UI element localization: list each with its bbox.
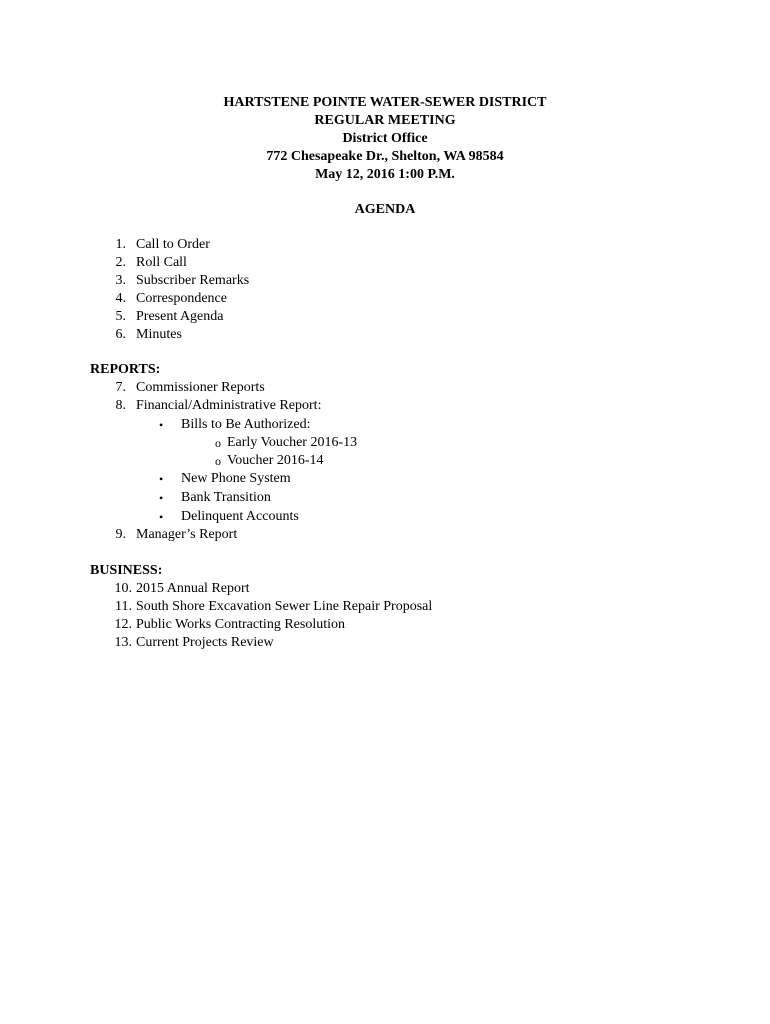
item-text: Call to Order — [136, 237, 210, 252]
business-heading: BUSINESS: — [90, 563, 163, 578]
item-text: Current Projects Review — [136, 635, 274, 650]
item-text: Minutes — [136, 327, 182, 342]
bullet-text: Delinquent Accounts — [181, 509, 299, 524]
document-header — [0, 94, 770, 184]
item-text: 2015 Annual Report — [136, 581, 250, 596]
bullet-icon: • — [159, 472, 164, 486]
item-number: 11. — [115, 599, 132, 614]
meeting-date-time: May 12, 2016 1:00 P.M. — [315, 167, 455, 182]
item-number: 7. — [115, 380, 126, 395]
bullet-icon: • — [159, 491, 164, 505]
item-text: Roll Call — [136, 255, 187, 270]
item-text: Public Works Contracting Resolution — [136, 617, 345, 632]
item-number: 9. — [115, 527, 126, 542]
item-number: 8. — [115, 398, 126, 413]
item-number: 10. — [114, 581, 132, 596]
item-text: Financial/Administrative Report: — [136, 398, 322, 413]
bullet-text: Bank Transition — [181, 490, 271, 505]
item-text: Commissioner Reports — [136, 380, 265, 395]
item-text: Present Agenda — [136, 309, 224, 324]
item-text: Subscriber Remarks — [136, 273, 250, 288]
meeting-type: REGULAR MEETING — [314, 113, 456, 128]
circle-bullet-icon: o — [215, 436, 221, 450]
item-number: 4. — [115, 291, 126, 306]
agenda-title: AGENDA — [354, 202, 416, 217]
item-text: Manager’s Report — [136, 527, 238, 542]
sub-bullet-text: Early Voucher 2016-13 — [227, 435, 358, 450]
reports-heading: REPORTS: — [90, 362, 161, 377]
item-number: 12. — [114, 617, 132, 632]
circle-bullet-icon: o — [215, 454, 221, 468]
item-number: 5. — [115, 309, 126, 324]
district-name: HARTSTENE POINTE WATER-SEWER DISTRICT — [223, 95, 547, 110]
item-text: South Shore Excavation Sewer Line Repair Proposal — [136, 599, 433, 614]
bullet-text: New Phone System — [181, 471, 291, 486]
bullet-icon: • — [159, 510, 164, 524]
item-number: 6. — [115, 327, 126, 342]
meeting-location-name: District Office — [342, 131, 428, 146]
item-number: 13. — [114, 635, 132, 650]
bullet-icon: • — [159, 418, 164, 432]
item-number: 1. — [115, 237, 126, 252]
item-text: Correspondence — [136, 291, 227, 306]
meeting-address: 772 Chesapeake Dr., Shelton, WA 98584 — [266, 149, 504, 164]
item-number: 3. — [115, 273, 126, 288]
item-number: 2. — [115, 255, 126, 270]
bullet-text: Bills to Be Authorized: — [181, 417, 311, 432]
sub-bullet-text: Voucher 2016-14 — [227, 453, 324, 468]
